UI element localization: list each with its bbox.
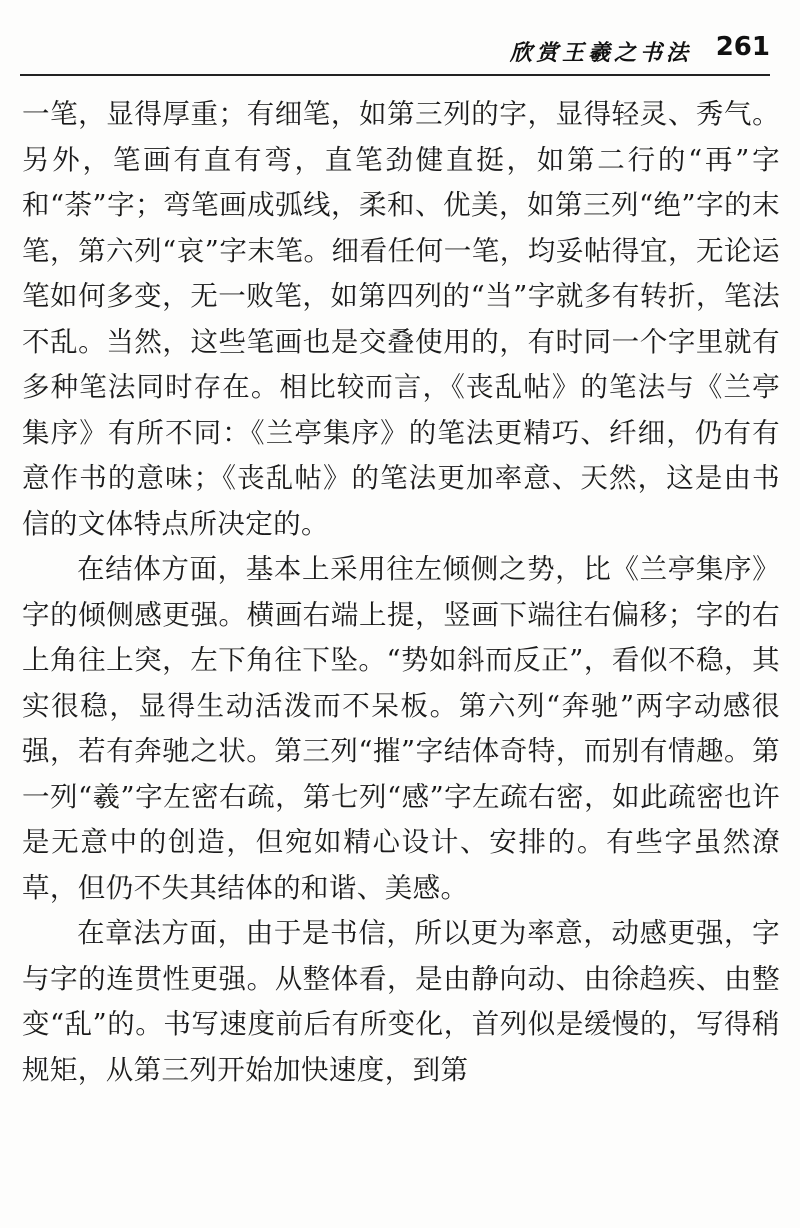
page-header (0, 30, 800, 80)
page-number: 261 (715, 32, 770, 62)
body-text (22, 92, 780, 1093)
running-head: 欣赏王羲之书法 (509, 40, 692, 66)
header-rule (20, 74, 770, 76)
paragraph-structure: 在结体方面，基本上采用往左倾侧之势，比《兰亭集序》字的倾侧感更强。横画右端上提，竖画下端往右偏移；字的右上角往上突，左下角往下坠。“势如斜而反正”，看似不稳，其实很稳，显得生动活泼而不呆板。第六列“奔驰”两字动感很强，若有奔驰之状。第三列“摧”字结体奇特，而别有情趣。第一列“羲”字左密右疏，第七列“感”字左疏右密，如此疏密也许是无意中的创造，但宛如精心设计、安排的。有些字虽然潦草，但仍不失其结体的和谐、美感。 (22, 553, 780, 904)
paragraph-composition: 在章法方面，由于是书信，所以更为率意，动感更强，字与字的连贯性更强。从整体看，是由静向动、由徐趋疾、由整变“乱”的。书写速度前后有所变化，首列似是缓慢的，写得稍规矩，从第三列开始加快速度，到第 (22, 917, 780, 1086)
paragraph-continued: 一笔，显得厚重；有细笔，如第三列的字，显得轻灵、秀气。另外，笔画有直有弯，直笔劲健直挺，如第二行的“再”字和“荼”字；弯笔画成弧线，柔和、优美，如第三列“绝”字的末笔，第六列“哀”字末笔。细看任何一笔，均妥帖得宜，无论运笔如何多变，无一败笔，如第四列的“当”字就多有转折，笔法不乱。当然，这些笔画也是交叠使用的，有时同一个字里就有多种笔法同时存在。相比较而言，《丧乱帖》的笔法与《兰亭集序》有所不同：《兰亭集序》的笔法更精巧、纤细，仍有有意作书的意味；《丧乱帖》的笔法更加率意、天然，这是由书信的文体特点所决定的。 (22, 98, 780, 540)
